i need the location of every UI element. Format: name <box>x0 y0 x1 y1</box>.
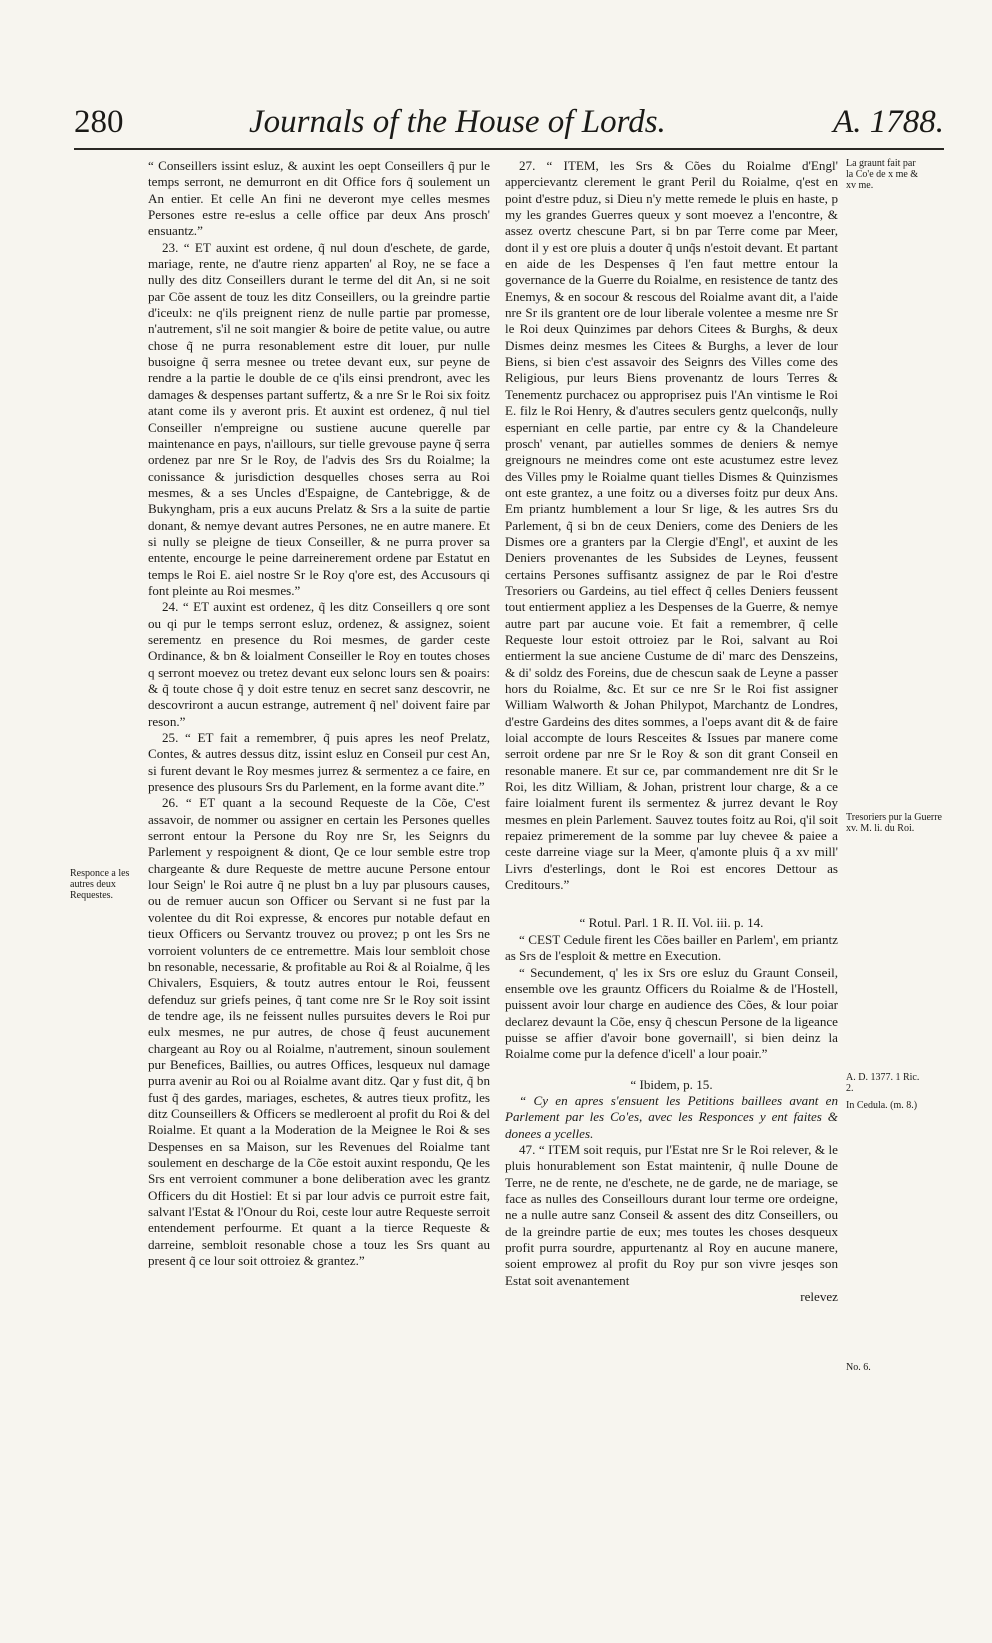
paragraph-24: 24. “ ET auxint est ordenez, q̃ les ditz Conseillers q ore sont ou qi pur le temps serront esluz, ordenez, & assignez, soient serementz en presence du Roi mesmes, de garder ceste Ordinance, & bn & loialment Conseiller le Roy en toutes choses q serront moevez ou tretez devant eux selonc lours sen & poairs: & q̃ toute chose q̃ y doit estre tenuz en secret sanz descovrir, ne descovriront a aucun estrange, autrement q̃ nel' doivent faire par reson.” <box>148 599 490 729</box>
margin-note-tresoriers: Tresoriers pur la Guerre xv. M. li. du Roi. <box>846 812 942 834</box>
page-header <box>74 104 944 144</box>
margin-note-ad: A. D. 1377. 1 Ric. 2. <box>846 1072 920 1094</box>
paragraph-conseillers: “ Conseillers issint esluz, & auxint les oept Conseillers q̃ pur le temps serront, ne demurront en dit Office fors q̃ soulement un An entier. Et celle An fini ne deveront mye celles mesmes Persones estre re-eslus a celle office par deux Ans prosch' ensuantz.” <box>148 158 490 239</box>
margin-note-cedula: In Cedula. (m. 8.) <box>846 1100 918 1111</box>
right-column <box>505 158 838 1305</box>
paragraph-secundement: “ Secundement, q' les ix Srs ore esluz du Graunt Conseil, ensemble ove les grauntz Officers du Roialme & de l'Hostell, puissent avoir lour charge en audience des Cões, & lour poiar declarez devaunt la Cõe, ensy q̃ chescun Persone de la ligeance puisse se affier d'avoir bone governaill', si bien deinz la Roialme come pur la defence d'icell' a lour poair.” <box>505 964 838 1062</box>
left-column <box>148 158 490 1269</box>
page-number: 280 <box>74 104 124 140</box>
margin-note-no6: No. 6. <box>846 1362 871 1373</box>
ibidem-heading: “ Ibidem, p. 15. <box>630 1076 713 1092</box>
header-rule <box>74 148 944 150</box>
paragraph-25: 25. “ ET fait a remembrer, q̃ puis apres les neof Prelatz, Contes, & autres dessus ditz, issint esluz en Conseil pur cest An, si furent devant le Roy mesmes jurrez & sermentez a ce faire, en presence des plusours Srs du Parlement, en la forme avant dite.” <box>148 730 490 795</box>
rotul-heading: “ Rotul. Parl. 1 R. II. Vol. iii. p. 14. <box>579 915 764 931</box>
paragraph-petitions-intro: “ Cy en apres s'ensuent les Petitions baillees avant en Parlement par les Co'es, avec les Responces y ent faites & donees a ycelles. <box>505 1092 838 1141</box>
paragraph-23: 23. “ ET auxint est ordene, q̃ nul doun d'eschete, de garde, mariage, rente, ne d'autre rienz apparten' al Roy, ne se face a nully des ditz Conseillers durant le terme del dit An, si ne soit par Cõe assent de touz les ditz Conseillers, ou la greindre partie d'iceulx: ne q'ils preignent rienz de nulle partie par promesse, n'autrement, s'il ne soit mangier & boire de petite value, ou autre chose q̃ ne purra resonablement estre dit louer, pur nulle busoigne q̃ serra mesnee ou tretee devant eux, sur peyne de rendre a la partie le double de ce q'ils einsi prendront, avec les damages & despenses partant suffertz, & a nre Sr le Roi six foitz atant come ils y averont pris. Et auxint est ordenez, q̃ nul tiel Conseiller n'empreigne ou sustiene aucune querelle par maintenance en pays, n'aillours, sur tielle grevouse payne q̃ serra ordenez par nre Sr le Roy, de l'advis des Srs du Roialme; la conissance & jurisdiction desquelles choses serra au Roi mesmes, & a ses Uncles d'Espaigne, de Cantebrigge, & de Bukyngham, pris a eux aucuns Prelatz & Srs a la suite de partie donant, & nemye devant autres Persones, ne en autre manere. Et si nully se pleigne de tieux Conseiller, & ne purra prover sa entente, encourge le peine darreinerement ordene par Estatut en temps le Roi E. aiel nostre Sr le Roy q'ore est, des Accusours qi font pleinte au Roi mesmes.” <box>148 239 490 598</box>
paragraph-27: 27. “ ITEM, les Srs & Cões du Roialme d'Engl' appercievantz clerement le grant Peril du Roialme, q'est en point d'estre pduz, si Dieu n'y mette remede le pluis en haste, p my les grandes Guerres queux y sont moevez a l'encontre, & assez overtz chescune Part, si bn par Terre come par Meer, dont il y est ore pluis a douter q̃ unq̃s n'estoit devant. Et partant en aide de les Despenses q̃ l'en faut mettre entour la governance de la Guerre du Roialme, en resistence de tantz des Enemys, & en socour & rescous del Roialme avant dit, a l'aide nre Sr ils grantent ore de lour liberale volentee a mesme nre Sr le Roi deux Quinzimes par dehors Citees & Burghs, & deux Dismes deinz mesmes les Citees & Burghs, a lever de lour Biens, si bien c'est assavoir des Seignrs des Villes come des Religious, pur leurs Biens provenantz de lours Terres & Tenementz purchacez ou approprisez puis l'An vintisme le Roi E. filz le Roi Henry, & d'autres seculers gentz quelconq̃s, nully esperniant en celle partie, par entre cy & la Chandeleure prosch' venant, par autielles sommes de deniers & nemye greignours ne meindres come ont este acustumez estre levez des Villes pmy le Roialme quant tielles Dismes & Quinzismes ont este grantez, a une foitz ou a diverses foitz pur deux Ans. Em priantz humblement a lour Sr lige, & les autres Srs du Parlement, q̃ si bn de ceux Deniers, come des Deniers de les Dismes ore a granters par la Clergie d'Engl', et auxint de les Deniers provenantes de les Subsides de Leynes, feussent certains Persones suffisantz assignez de par le Roi d'estre Tresoriers ou Gardeins, au tiel effect q̃ celles Deniers feussent tout entierment appliez a les Despenses de la Guerre, & nemye autre part par aucune voie. Et fait a remembrer, q̃ celle Requeste lour estoit ottroiez par le Roi, salvant au Roi entierment la sue anciene Custume de di' marc des Denszeins, & di' soldz des Foreins, due de chescun saak de Leyne a passer hors du Roialme, &c. Et sur ce nre Sr le Roi fist assigner William Walworth & Johan Philypot, Marchantz de Londres, d'estre Gardeins des dites sommes, a l'oeps avant dit & de faire loial accompte de lours Resceites & Issues par manere come serroit ordene par nre Sr le Roy & son dit grant Conseil en resonable manere. Et sur ce, par commandement nre dit Sr le Roi, les ditz William, & Johan, pristrent lour charge, & a ce faire loialment furent ils sermentez & jurrez devant le Roy mesmes en plein Parlement. Sauvez toutes foitz au Roi, q'il soit repaiez primerement de la somme par luy chevee & paiee a ceste darreine viage sur la Meer, q'amonte pluis q̃ a xv mill' Livrs d'esterlings, dont le Roi est encores Dettour as Creditours.” <box>505 158 838 893</box>
paragraph-cedule: “ CEST Cedule firent les Cões bailler en Parlem', em priantz as Srs de l'esploit & mettre en Execution. <box>505 931 838 964</box>
margin-note-responce: Responce a les autres deux Requestes. <box>70 868 130 901</box>
paragraph-26: 26. “ ET quant a la secound Requeste de la Cõe, C'est assavoir, de nommer ou assigner en certain les Persones quelles serront entour la Persone du Roy nre Sr, les Seignrs du Parlement y respoignent & diont, Qe ce lour semble estre trop chargeante & dure Requeste de mettre aucune Persone entour lour Seign' le Roi autre q̃ ne plust bn a luy par plusours causes, ou de remuer aucun son Officer ou Servant si ne fust par la volentee du dit Roi expresse, & encores pur notable defaut en tieux Officers ou Servantz trouvez ou provez; p ont les Srs ne vorroient volunters de ce entremettre. Mais lour sembloit chose bn resonable, necessarie, & profitable au Roi & al Roialme, q̃ les Chivalers, Esquiers, & toutz autres entour le Roi, feussent defenduz sur griefs peines, q̃ tant come nre Sr le Roy soit issint de tendre age, ils ne feissent nulles pursuites devers le Roi pur eulx mesmes, ne pur autres, de chose q̃ feust aucunement chargeant au Roy ou al Roialme, n'autrement, sinoun soulement pur Benefices, Baillies, ou autres Offices, lesqueux nul damage purra avenir au Roi ou al Roialme avant ditz. Qar y fust dit, q̃ bn fust q̃ des gardes, mariages, eschetes, & autres tieux profitz, les ditz Counseillers & Officers se medleroent al profit du Roi & del Roialme. Et quant a la Moderation de la Meignee le Roi & ses Despenses en sa Maison, sur les Revenues del Roialme tant soulement en descharge de la Cõe estoit auxint respondu, Qe les Srs ent verroient communer a bone deliberation avec les grantz Officers du dit Hostiel: Et si par lour advis ce purroit estre fait, salvant l'Estat & l'Onour du Roi, ceste lour autre Requeste serroit entendement perfourme. Et quant a la tierce Requeste & darreine, sembloit resonable chose a touz les Srs quant au present q̃ ce lour soit ottroiez & grantez.” <box>148 795 490 1269</box>
paragraph-47: 47. “ ITEM soit requis, pur l'Estat nre Sr le Roi relever, & le pluis honurablement son Estat maintenir, q̃ nulle Doune de Terre, ne de rente, ne d'eschete, ne de garde, ne de mariage, se face as nulles des Conseillours durant lour terme ore ordeigne, ne a nulle autre sanz Conseil & assent des ditz Conseillers, ou de la greindre partie de eux; mes toutes les choses desqueux profit purra sourdre, appurtenantz al Roy en aucune manere, soient emprowez al profit du Roy pur son vivre jesqes son Estat soit avenantement <box>505 1141 838 1288</box>
page-title: Journals of the House of Lords. <box>249 104 666 140</box>
catchword: relevez <box>800 1289 838 1305</box>
margin-note-grant: La graunt fait par la Co'e de x me & xv me. <box>846 158 919 191</box>
page-year: A. 1788. <box>833 104 944 140</box>
